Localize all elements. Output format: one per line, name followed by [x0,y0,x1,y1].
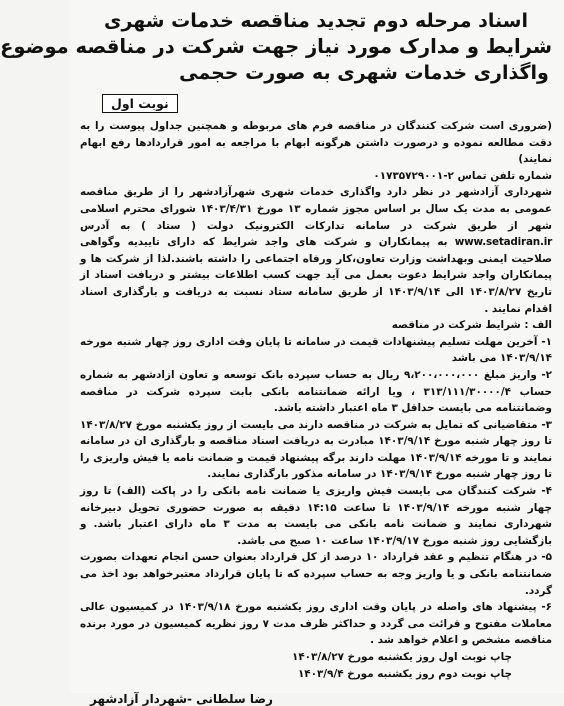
title-line-3: واگذاری خدمات شهری به صورت حجمی [179,62,549,84]
mayor-signature: رضا سلطانی -شهردار آزادشهر [90,692,273,706]
publication-round-badge: نوبت اول [102,94,178,113]
notice-body [80,118,552,649]
condition-item-4: ۴- شرکت کنندگان می بایست فیش واریزی یا ضمانت نامه بانکی را در پاکت (الف) تا روز چهار شنبه مورخه ۱۴۰۳/۹/۱۴ تا ساعت ۱۴:۱۵ دقیقه به صورت حضوری تحویل دبیرخانه شهرداری نمایند و ضمانت نامه بانکی می بایست به مدت ۳ ماه دارای اعتبار باشد. و بازگشایی روز شنبه مورخ ۱۴۰۳/۹/۱۷ ساعت ۱۰ صبح می باشد. [80,485,553,547]
contact-phone: شماره تلفن تماس ۲-۰۱۷۳۵۷۲۹۰۰۱ [373,169,552,182]
print-date-second: چاپ نوبت دوم روز یکشنبه مورخ ۱۴۰۳/۹/۴ [297,667,512,680]
title-line-2: شرایط و مدارک مورد نیاز جهت شرکت در مناقصه موضوع [0,35,552,58]
title-line-1: اسناد مرحله دوم تجدید مناقصه خدمات شهری [104,10,528,32]
condition-item-6: ۶- پیشنهاد های واصله در پایان وقت اداری روز یکشنبه مورخ ۱۴۰۳/۹/۱۸ در کمیسیون عالی معاملات مفتوح و قرائت می گردد و حداکثر ظرف مدت ۷ روز نظریه کمیسیون در مورد برنده مناقصه مشخص و اعلام خواهد شد . [80,601,552,647]
intro-note: (ضروری است شرکت کنندگان در مناقصه فرم های مربوطه و همچنین جداول پیوست را به دقت مطالعه نموده و درصورت داشتن هرگونه ابهام با مراجعه به امور قراردادها رفع ابهام نمایند) [80,120,552,166]
condition-item-2: ۲- واریز مبلغ ۹،۲۰۰،۰۰۰،۰۰۰ ریال به حساب سپرده بانک توسعه و تعاون ازادشهر به شماره حساب ۳۱۳/۱۱۱/۳۰۰۰۰/۴ ، ویا ارائه ضمانتنامه بانکی بابت سپرده شرکت در مناقصه وضمانتنامه می بایست حداقل ۳ ماه اعتبار داشته باشد. [80,368,552,415]
print-date-first: چاپ نوبت اول روز یکشنبه مورخ ۱۴۰۳/۸/۲۷ [291,651,512,663]
notice-footer [80,649,552,706]
condition-item-3: ۳- متقاضیانی که تمایل به شرکت در مناقصه دارند می بایست از روز یکشنبه مورخ ۱۴۰۳/۸/۲۷ تا روز چهار شنبه مورخ ۱۴۰۳/۹/۱۴ مبادرت به دریافت اسناد مناقصه و بارگذاری ان در سامانه نمایند و تا مورخه ۱۴۰۳/۹/۱۴ مهلت دارند برگه پیشنهاد قیمت و ضمانت نامه یا فیش واریزی را تا روز چهار شنبه مورخ ۱۴۰۳/۹/۱۴ در سامانه مذکور بارگذاری نمایند. [80,418,552,481]
section-a-heading: الف : شرایط شرکت در مناقصه [391,319,552,332]
condition-item-5: ۵- در هنگام تنظیم و عقد قرارداد ۱۰ درصد از کل قرارداد بعنوان حسن انجام تعهدات بصورت ضمانتنامه بانکی و یا واریز وجه به حساب سپرده که تا پایان قرارداد معتبرخواهد بود اخذ می گردد. [80,551,552,597]
intro-paragraph: شهرداری آزادشهر در نظر دارد واگذاری خدمات شهری شهرآزادشهر را از طریق مناقصه عمومی به مدت یک سال بر اساس مجوز شماره ۱۳ مورخ ۱۴۰۳/۴/۳۱ شورای محترم اسلامی شهر از طریق شرکت در سامانه تدارکات الکترونیک دولت ( ستاد ) به آدرس www.setadiran.ir به پیمانکاران و شرکت های واجد شرایط که دارای تاییدیه وگواهی صلاحیت ایمنی وبهداشت وزارت تعاون،کار ورفاه اجتماعی را داشته باشند.لذا از شرکت ها و پیمانکاران واجد شرایط دعوت بعمل می آید جهت کسب اطلاعات بیشتر و دریافت اسناد از تاریخ ۱۴۰۳/۸/۲۷ الی ۱۴۰۳/۹/۱۴ از طریق سامانه ستاد نسبت به دریافت و بارگذاری اسناد اقدام نمایند . [80,186,553,315]
condition-item-1: ۱- آخرین مهلت تسلیم پیشنهادات قیمت در سامانه تا پایان وقت اداری روز چهار شنبه مورخه ۱۴۰۳/۹/۱۴ می باشد [80,335,552,365]
notice-header [0,8,552,118]
